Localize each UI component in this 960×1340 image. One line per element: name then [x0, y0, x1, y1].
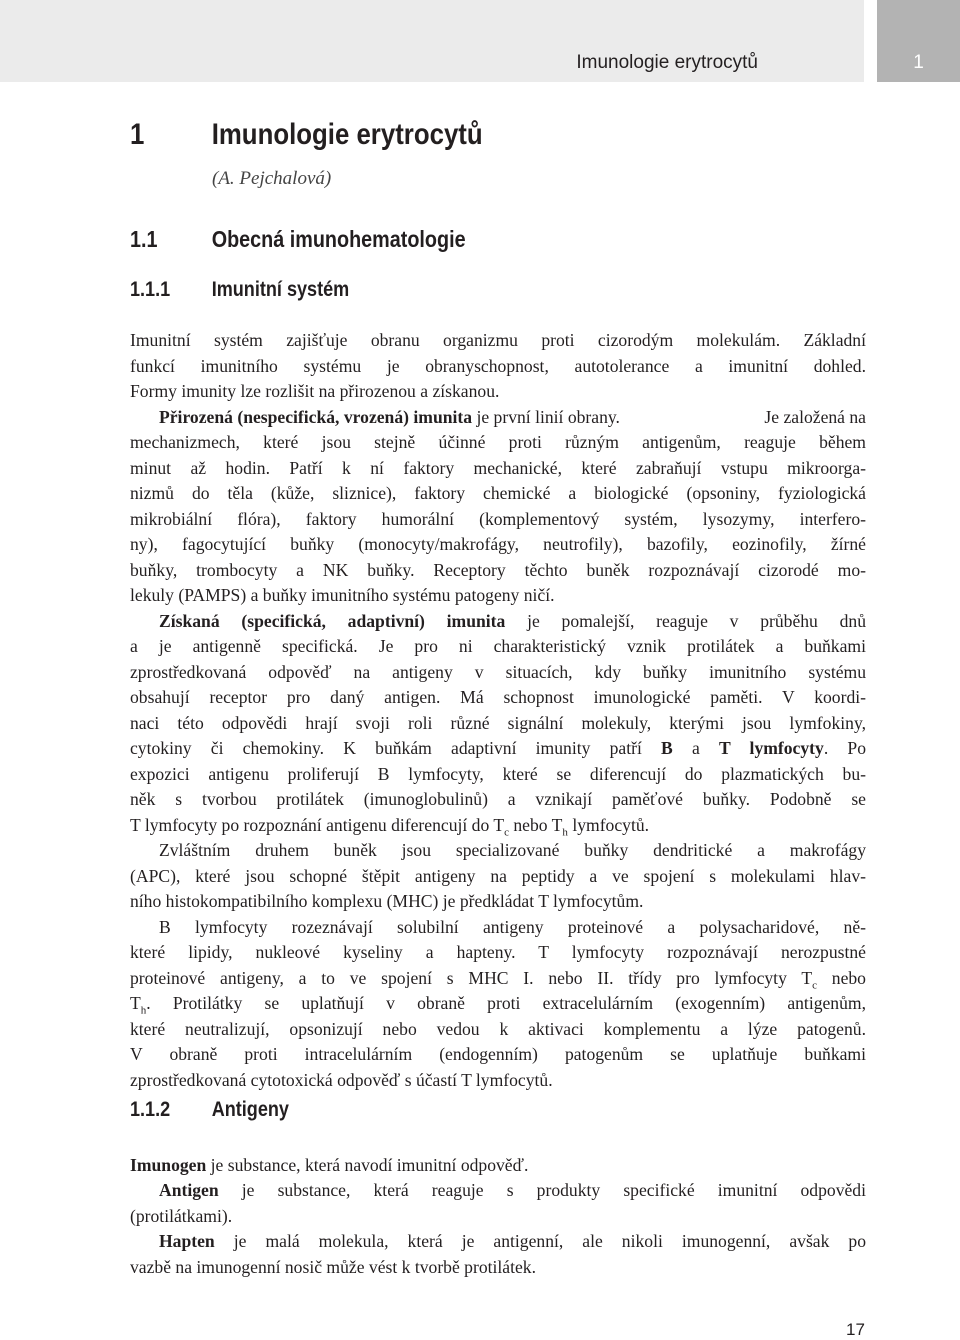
subsection-heading-antigens: 1.1.2 Antigeny [130, 1098, 289, 1121]
paragraph-line: buňky, trombocyty a NK buňky. Receptory těchto buněk rozpoznávají cizorodé mo- [130, 560, 866, 580]
paragraph-line: mechanizmech, které jsou stejně účinné proti různým antigenům, reaguje během [130, 432, 866, 452]
paragraph-line: (protilátkami). [130, 1206, 233, 1226]
chapter-author: (A. Pejchalová) [212, 168, 332, 189]
paragraph-line: Získaná (specifická, adaptivní) imunita je pomalejší, reaguje v průběhu dnů [159, 611, 866, 631]
paragraph-line: (APC), které jsou schopné štěpit antigeny na peptidy a ve spojení s molekulami hlav- [130, 866, 866, 886]
paragraph-line: T lymfocyty po rozpoznání antigenu diferencují do $T_c$ nebo $T_h$ lymfocytů. [130, 815, 650, 839]
paragraph-line: Imunitní systém zajišťuje obranu organizmu proti cizorodým molekulám. Základní [130, 330, 866, 350]
paragraph-line: Přirozená (nespecifická, vrozená) imunita je první linií obrany. [159, 407, 620, 427]
chapter-tab [877, 0, 960, 82]
section-heading: 1.1 Obecná imunohematologie [130, 226, 466, 252]
paragraph-line: a je antigenně specifická. Je pro ni charakteristický vznik protilátek a buňkami [130, 636, 866, 656]
paragraph-line: vazbě na imunogenní nosič může vést k tvorbě protilátek. [130, 1257, 537, 1277]
paragraph-line: zprostředkovaná odpověď na antigeny v situacích, kdy buňky imunitního systému [130, 662, 866, 682]
paragraph-line: Hapten je malá molekula, která je antigenní, ale nikoli imunogenní, avšak po [159, 1231, 866, 1251]
paragraph-line: ního histokompatibilního komplexu (MHC) je předkládat T lymfocytům. [130, 891, 644, 911]
paragraph-line: něk s tvorbou protilátek (imunoglobulinů) a vznikají paměťové buňky. Podobně se [130, 789, 866, 809]
chapter-heading: 1 Imunologie erytrocytů [130, 118, 483, 151]
paragraph-line: V obraně proti intracelulárním (endogenním) patogenům se uplatňuje buňkami [130, 1044, 866, 1064]
subsection-heading-immune-system: 1.1.1 Imunitní systém [130, 278, 350, 301]
chapter-tab-number: 1 [913, 52, 924, 73]
page-number: 17 [846, 1320, 865, 1339]
paragraph-line: expozici antigenu proliferují B lymfocyty, které se diferencují do plazmatických bu- [130, 764, 866, 784]
paragraph-line: nizmů do těla (kůže, sliznice), faktory chemické a biologické (opsoniny, fyziologická [130, 483, 866, 503]
paragraph-line: Imunogen je substance, která navodí imunitní odpověď. [130, 1155, 529, 1175]
paragraph-line: proteinové antigeny, a to ve spojení s MHC I. nebo II. třídy pro lymfocyty $T_c$ nebo [130, 968, 866, 992]
paragraph-line: naci této odpovědi hrají svoji roli různé signální molekuly, kterými jsou lymfokiny, [130, 713, 866, 733]
paragraph-line: zprostředkovaná cytotoxická odpověď s účastí T lymfocytů. [130, 1070, 553, 1090]
paragraph-line: Formy imunity lze rozlišit na přirozenou a získanou. [130, 381, 500, 401]
paragraph-line: obsahují receptor pro daný antigen. Má schopnost imunologické paměti. V koordi- [130, 687, 866, 707]
paragraph-line: lekuly (PAMPS) a buňky imunitního systému patogeny ničí. [130, 585, 555, 605]
paragraph-line: Je založená na [764, 407, 866, 427]
paragraph-line: Zvláštním druhem buněk jsou specializované buňky dendritické a makrofágy [159, 840, 866, 860]
paragraph-line: které lipidy, nukleové kyseliny a hapteny. T lymfocyty rozpoznávají nerozpustné [130, 942, 866, 962]
paragraph-line: ny), fagocytující buňky (monocyty/makrofágy, neutrofily), bazofily, eozinofily, žírné [130, 534, 866, 554]
paragraph-line: které neutralizují, opsonizují nebo vedou k aktivaci komplementu a lýze patogenů. [130, 1019, 866, 1039]
paragraph-line: B lymfocyty rozeznávají solubilní antigeny proteinové a polysacharidové, ně- [159, 917, 866, 937]
paragraph-line: Antigen je substance, která reaguje s produkty specifické imunitní odpovědi [159, 1180, 866, 1200]
running-header-title: Imunologie erytrocytů [576, 52, 758, 73]
paragraph-line: funkcí imunitního systému je obranyschopnost, autotolerance a imunitní dohled. [130, 356, 866, 376]
paragraph-line: $T_h$. Protilátky se uplatňují v obraně proti extracelulárním (exogenním) antigenům, [130, 993, 866, 1017]
paragraph-line: minut až hodin. Patří k ní faktory mechanické, které zabraňují vstupu mikroorga- [130, 458, 866, 478]
running-header-bar [0, 0, 864, 82]
paragraph-line: cytokiny či chemokiny. K buňkám adaptivní imunity patří B a T lymfocyty. Po [130, 738, 866, 758]
paragraph-line: mikrobiální flóra), faktory humorální (komplementový systém, lysozymy, interfero- [130, 509, 866, 529]
